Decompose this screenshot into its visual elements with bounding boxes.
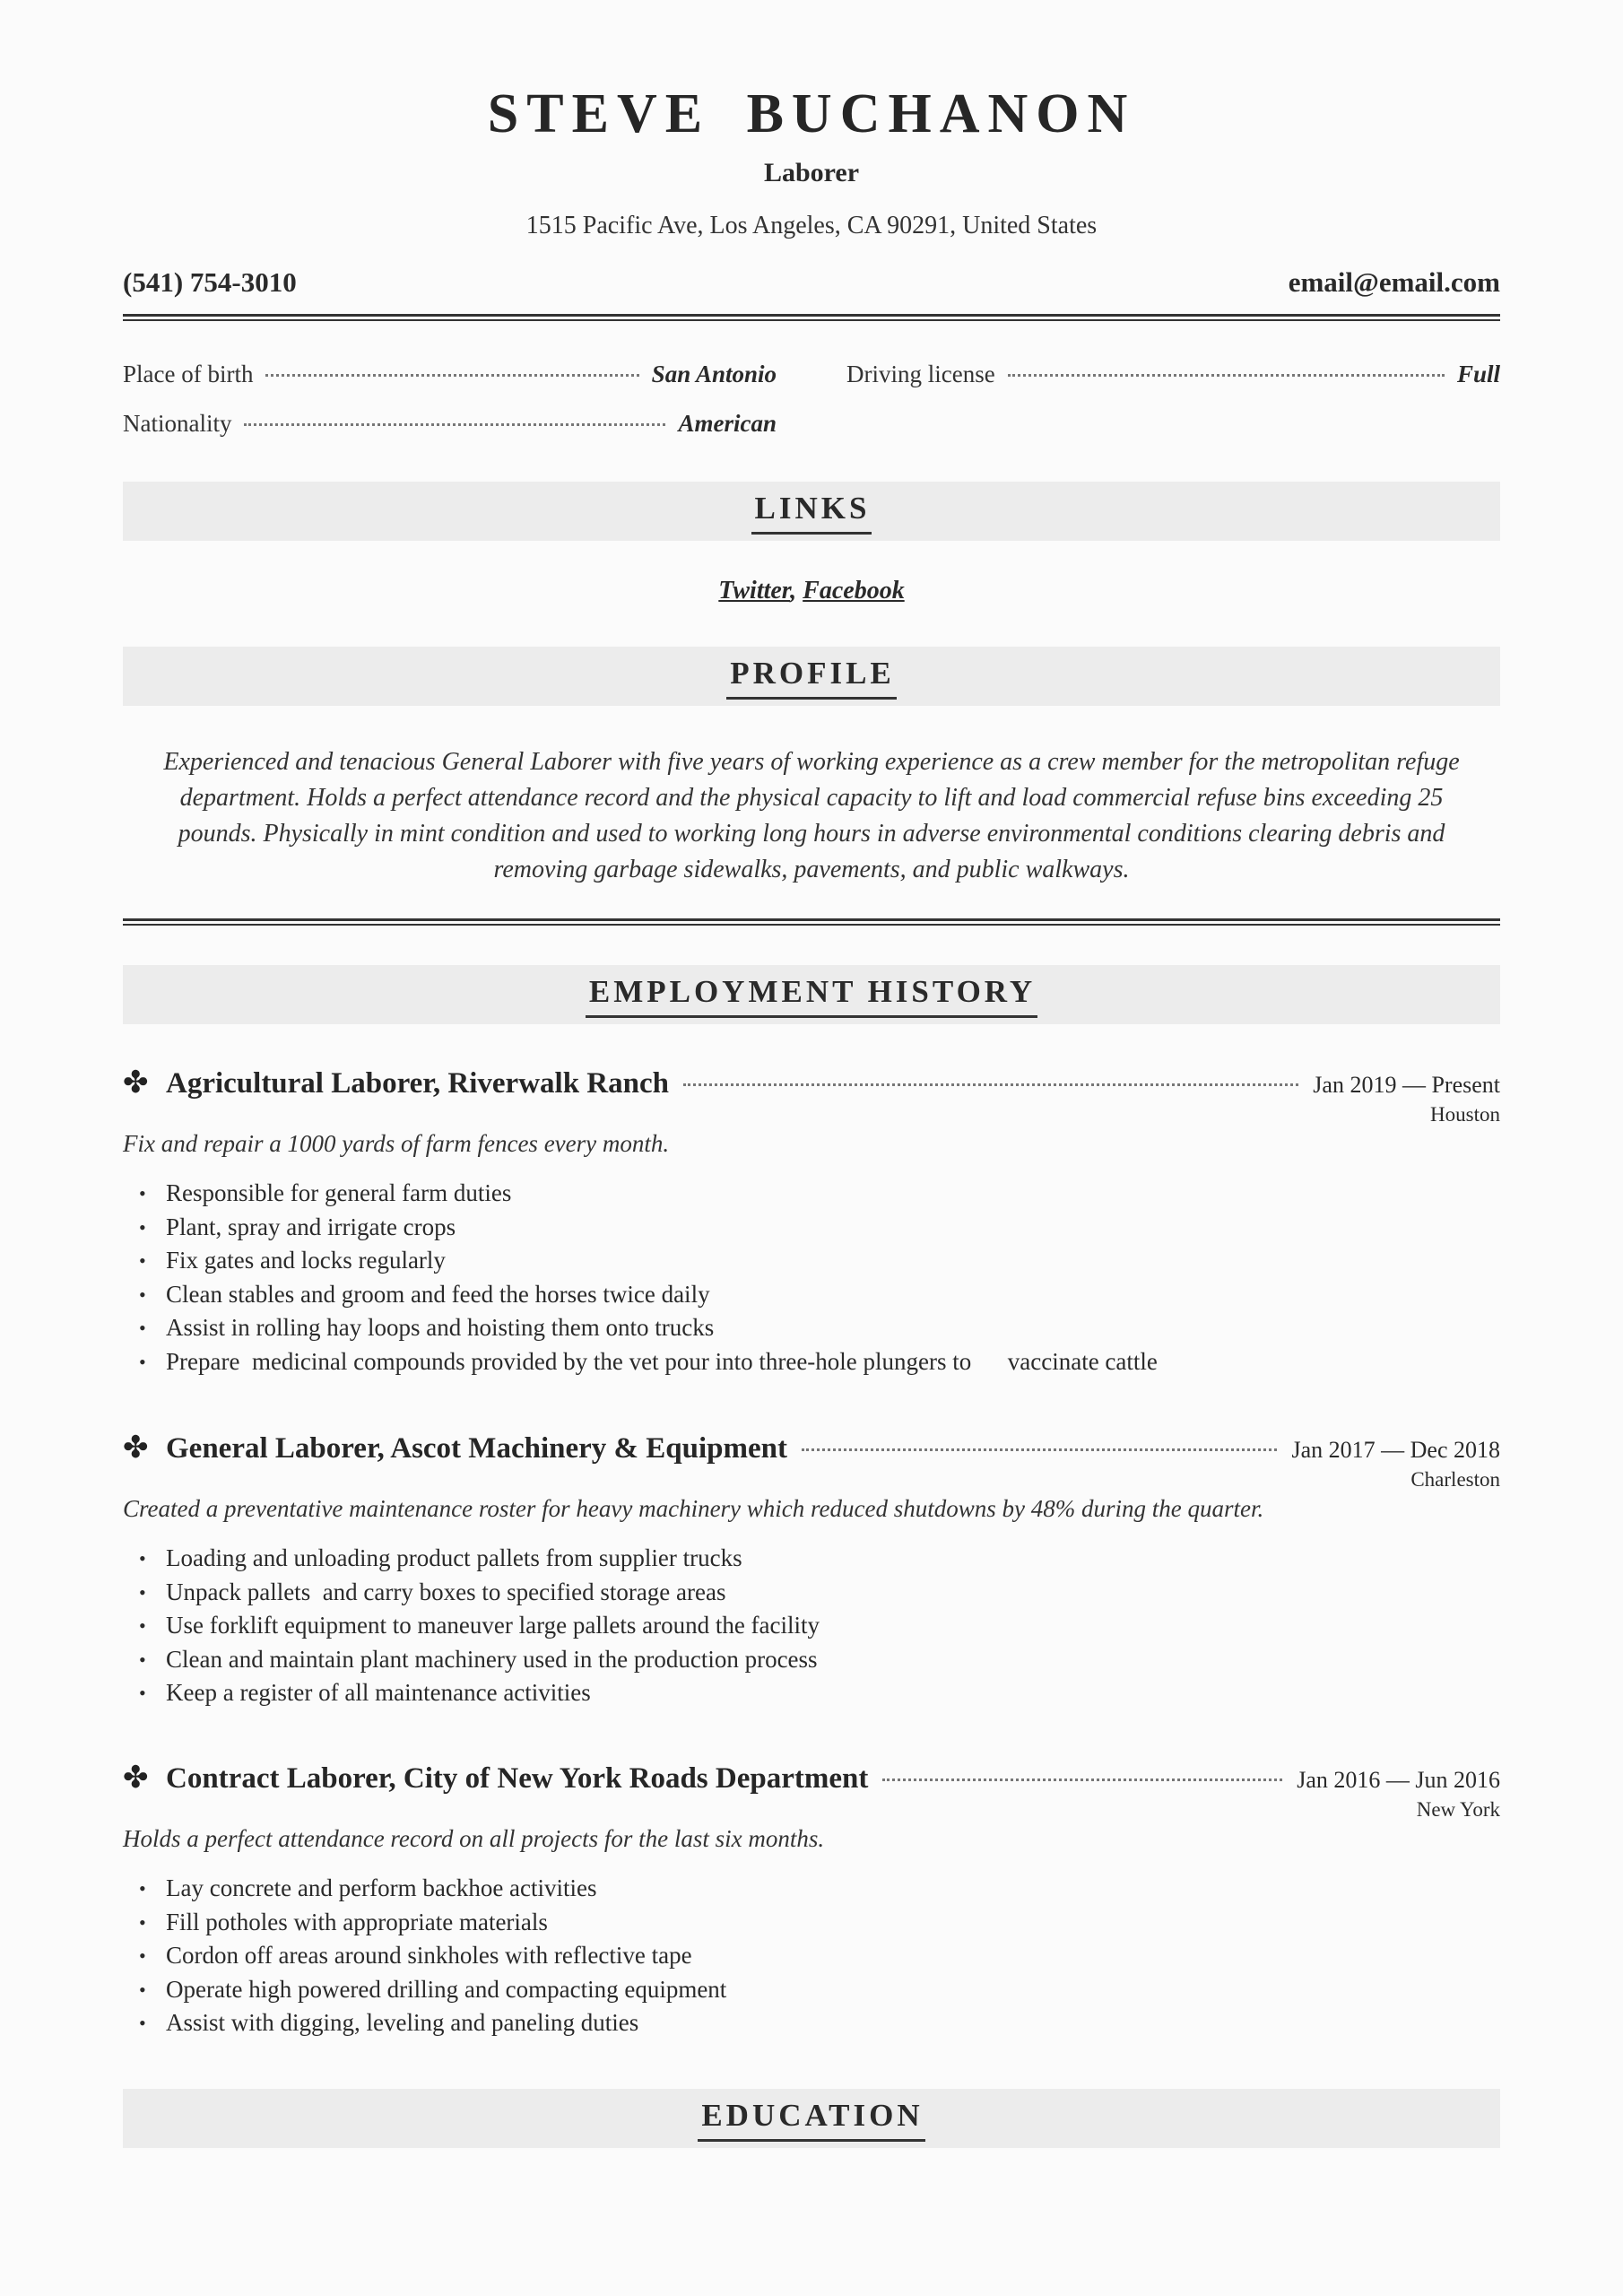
dot-leader <box>244 422 665 426</box>
list-item: • Keep a register of all maintenance activities <box>166 1676 820 1710</box>
detail-label: Driving license <box>846 361 995 387</box>
address: 1515 Pacific Ave, Los Angeles, CA 90291, United States <box>525 212 1098 239</box>
section-employment <box>123 965 1500 1024</box>
header-divider <box>123 314 1500 321</box>
job-entry-location: New York <box>1416 1798 1500 1821</box>
detail-driving-license <box>846 361 1500 388</box>
profile-summary: Experienced and tenacious General Laborer with five years of working experience as a crew member for the metropolitan refuge department. Holds a perfect attendance record and the physical capacity to lift and load commercial refuse bins exceeding 25 pounds. Physically in mint condition and used to working long hours in adverse environmental conditions clearing debris and removing garbage sidewalks, pavements, and public walkways. <box>163 748 1460 883</box>
list-item: • Responsible for general farm duties <box>166 1177 1158 1211</box>
list-item: • Lay concrete and perform backhoe activities <box>166 1872 726 1906</box>
section-links <box>123 482 1500 541</box>
dot-leader <box>882 1778 1282 1781</box>
detail-value: American <box>678 410 777 437</box>
profile-divider <box>123 918 1500 926</box>
section-heading-education: EDUCATION <box>698 2098 924 2142</box>
job-entry-duties <box>123 1542 820 1710</box>
list-item: • Prepare medicinal compounds provided by the vet pour into three-hole plungers to vaccinate cattle <box>166 1345 1158 1379</box>
job-entry-description: Created a preventative maintenance roster for heavy machinery which reduced shutdowns by 48% during the quarter. <box>123 1495 1264 1522</box>
list-item: • Unpack pallets and carry boxes to specified storage areas <box>166 1576 820 1610</box>
dot-leader <box>802 1448 1278 1451</box>
job-entry-dates: Jan 2017 — Dec 2018 <box>1291 1437 1500 1463</box>
job-entry-dates: Jan 2016 — Jun 2016 <box>1297 1767 1500 1793</box>
detail-nationality <box>123 410 777 438</box>
job-entry-description: Holds a perfect attendance record on all projects for the last six months. <box>123 1825 825 1852</box>
section-heading-employment: EMPLOYMENT HISTORY <box>586 974 1037 1018</box>
list-item: • Fix gates and locks regularly <box>166 1244 1158 1278</box>
phone-number: (541) 754-3010 <box>123 266 297 298</box>
section-heading-profile: PROFILE <box>726 656 897 700</box>
job-entry-duties <box>123 1177 1158 1378</box>
job-entry-description: Fix and repair a 1000 yards of farm fences every month. <box>123 1130 670 1157</box>
list-item: • Clean and maintain plant machinery used in the production process <box>166 1643 820 1677</box>
job-entry-location: Houston <box>1430 1103 1500 1126</box>
section-education <box>123 2089 1500 2148</box>
list-item: • Clean stables and groom and feed the horses twice daily <box>166 1278 1158 1312</box>
dot-leader <box>1008 373 1445 377</box>
detail-value: Full <box>1456 361 1500 387</box>
list-item: • Fill potholes with appropriate materials <box>166 1906 726 1940</box>
list-item: • Assist in rolling hay loops and hoisting them onto trucks <box>166 1311 1158 1345</box>
detail-label: Place of birth <box>123 361 254 387</box>
detail-value: San Antonio <box>651 361 777 387</box>
section-profile <box>123 647 1500 706</box>
section-heading-links: LINKS <box>751 491 872 535</box>
list-item: • Loading and unloading product pallets from supplier trucks <box>166 1542 820 1576</box>
detail-label: Nationality <box>123 410 232 437</box>
list-item: • Use forklift equipment to maneuver large pallets around the facility <box>166 1609 820 1643</box>
email-address: email@email.com <box>1288 266 1500 298</box>
four-leaf-clover-icon: ✤ <box>123 1431 149 1465</box>
list-item: • Cordon off areas around sinkholes with reflective tape <box>166 1939 726 1973</box>
detail-place-of-birth <box>123 361 777 388</box>
job-entry-title: General Laborer, Ascot Machinery & Equipment <box>166 1432 787 1465</box>
job-title: Laborer <box>763 158 860 187</box>
links-list <box>123 577 1500 605</box>
facebook-link[interactable]: Facebook <box>803 577 905 604</box>
four-leaf-clover-icon: ✤ <box>123 1066 149 1100</box>
job-entry-title: Agricultural Laborer, Riverwalk Ranch <box>166 1067 669 1100</box>
job-entry-location: Charleston <box>1410 1468 1500 1491</box>
twitter-link[interactable]: Twitter <box>718 577 791 604</box>
candidate-name: STEVE BUCHANON <box>487 83 1136 144</box>
list-item: • Assist with digging, leveling and paneling duties <box>166 2006 726 2040</box>
job-entry-dates: Jan 2019 — Present <box>1313 1072 1500 1098</box>
link-separator: , <box>790 577 797 604</box>
four-leaf-clover-icon: ✤ <box>123 1761 149 1795</box>
job-entry-duties <box>123 1872 726 2040</box>
dot-leader <box>683 1083 1298 1086</box>
dot-leader <box>265 373 638 377</box>
list-item: • Plant, spray and irrigate crops <box>166 1211 1158 1245</box>
job-entry-title: Contract Laborer, City of New York Roads Department <box>166 1762 869 1795</box>
list-item: • Operate high powered drilling and compacting equipment <box>166 1973 726 2007</box>
